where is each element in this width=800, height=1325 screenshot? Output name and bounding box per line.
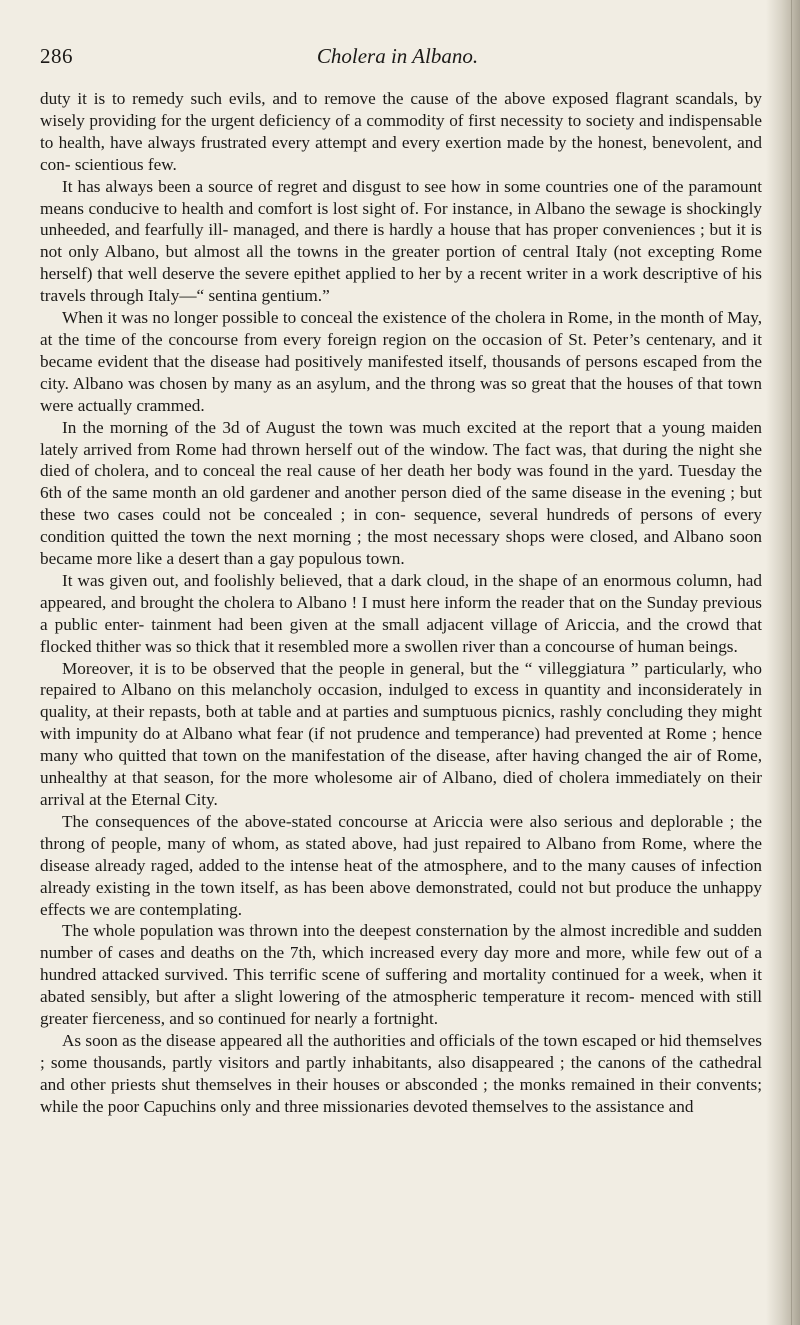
body-text <box>40 88 762 1118</box>
paragraph-8: The whole population was thrown into the deepest consternation by the almost incredible and sudden number of cases and deaths on the 7th, which increased every day more and more, while few out of a hundred attacked survived. This terrific scene of suffering and mortality continued for a week, when it abated sensibly, but after a slight lowering of the atmospheric temperature it recom- menced with still greater fierceness, and so continued for nearly a fortnight. <box>40 921 762 1029</box>
paragraph-1: duty it is to remedy such evils, and to remove the cause of the above exposed flagrant scandals, by wisely providing for the urgent deficiency of a commodity of first necessity to society and indispensable to health, have always frustrated every attempt and every exertion made by the honest, benevolent, and con- scientious few. <box>40 89 762 174</box>
paragraph-5: It was given out, and foolishly believed, that a dark cloud, in the shape of an enormous column, had appeared, and brought the cholera to Albano ! I must here inform the reader that on the Sunday previous a public enter- tainment had been given at the small adjacent village of Ariccia, and the crowd that flocked thither was so thick that it resembled more a swollen river than a concourse of human beings. <box>40 570 762 656</box>
paragraph-6: Moreover, it is to be observed that the people in general, but the “ villeggiatura ” particularly, who repaired to Albano on this melancholy occasion, indulged to excess in quantity and inconsiderately in quality, at their repasts, both at table and at parties and sumptuous picnics, rashly concluding they might with impunity do at Albano what fear (if not prudence and temperance) had prevented at Rome ; hence many who quitted that town on the manifestation of the disease, after having changed the air of Rome, unhealthy at that season, for the more wholesome air of Albano, died of cholera immediately on their arrival at the Eternal City. <box>40 658 762 809</box>
running-title: Cholera in Albano. <box>316 44 479 68</box>
paragraph-2: It has always been a source of regret and disgust to see how in some countries one of the paramount means conducive to health and comfort is lost sight of. For instance, in Albano the sewage is shockingly unheeded, and fearfully ill- managed, and there is hardly a house that has proper conveniences ; but it is not only Albano, but almost all the towns in the greater portion of central Italy (not excepting Rome herself) that well deserve the severe epithet applied to her by a recent writer in a work descriptive of his travels through Italy—“ sentina gentium.” <box>40 176 762 306</box>
paragraph-3: When it was no longer possible to conceal the existence of the cholera in Rome, in the month of May, at the time of the concourse from every foreign region on the occasion of St. Peter’s centenary, and it became evident that the disease had positively manifested itself, thousands of persons escaped from the city. Albano was chosen by many as an asylum, and the throng was so great that the houses of that town were actually crammed. <box>40 308 762 415</box>
page-edge-shadow <box>766 0 800 1325</box>
page-number: 286 <box>40 44 73 68</box>
paragraph-9: As soon as the disease appeared all the authorities and officials of the town escaped or hid themselves ; some thousands, partly visitors and partly inhabitants, also disappeared ; the canons of the cathedral and other priests shut themselves in their houses or absconded ; the monks remained in their convents; while the poor Capuchins only and three missionaries devoted themselves to the assistance and <box>40 1030 762 1116</box>
page-edge-line <box>791 0 792 1325</box>
paragraph-7: The consequences of the above-stated concourse at Ariccia were also serious and deplorable ; the throng of people, many of whom, as stated above, had just repaired to Albano from Rome, where the disease already raged, added to the intense heat of the atmosphere, and to the many causes of infection already existing in the town itself, as has been above demonstrated, could not but produce the unhappy effects we are contemplating. <box>40 811 762 919</box>
paragraph-4: In the morning of the 3d of August the town was much excited at the report that a young maiden lately arrived from Rome had thrown herself out of the window. The fact was, that during the night she died of cholera, and to conceal the real cause of her death her body was found in the yard. Tuesday the 6th of the same month an old gardener and another person died of the same disease in the evening ; but these two cases could not be concealed ; in con- sequence, several hundreds of persons of every condition quitted the town the next morning ; the most necessary shops were closed, and Albano soon became more like a desert than a gay populous town. <box>40 417 762 569</box>
page-header <box>40 44 755 68</box>
